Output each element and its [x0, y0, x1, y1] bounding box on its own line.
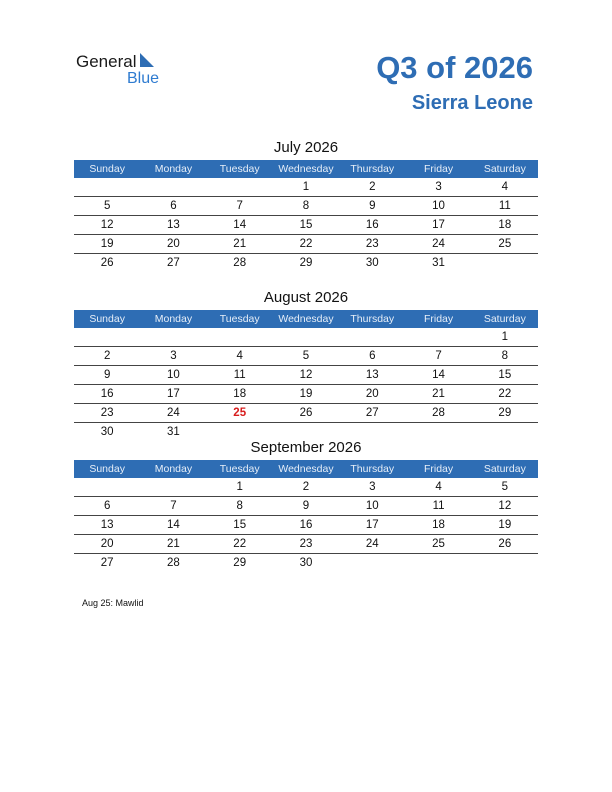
day-cell: 24 — [365, 538, 379, 550]
weekday-label: Thursday — [350, 313, 395, 325]
month-calendar — [74, 288, 538, 441]
day-cell: 8 — [236, 500, 243, 512]
day-cell: 3 — [170, 350, 177, 362]
day-cell: 14 — [167, 519, 180, 531]
logo-triangle-icon — [140, 53, 154, 67]
day-cell: 13 — [100, 519, 114, 531]
week-row — [74, 366, 538, 385]
holiday-note: Aug 25: Mawlid — [82, 598, 144, 608]
day-cell: 28 — [432, 407, 445, 419]
day-cell — [207, 178, 273, 196]
day-cell: 3 — [369, 481, 376, 493]
day-cell: 21 — [167, 538, 180, 550]
day-cell: 13 — [365, 369, 379, 381]
day-cell — [339, 554, 405, 572]
day-cell: 4 — [501, 181, 509, 193]
day-cell: 9 — [369, 200, 376, 212]
day-cell — [140, 178, 206, 196]
day-cell: 15 — [299, 219, 313, 231]
day-cell: 26 — [299, 407, 313, 419]
day-cell: 1 — [501, 331, 509, 343]
weekday-label: Tuesday — [219, 463, 260, 475]
day-cell: 14 — [432, 369, 445, 381]
day-cell: 21 — [233, 238, 247, 250]
day-cell: 31 — [167, 426, 180, 438]
month-calendar — [74, 438, 538, 572]
day-cell: 28 — [167, 557, 180, 569]
day-cell: 29 — [233, 557, 247, 569]
day-cell: 18 — [432, 519, 445, 531]
weekday-header — [74, 460, 538, 478]
day-cell: 20 — [365, 388, 379, 400]
weekday-label: Wednesday — [278, 163, 334, 175]
day-cell: 11 — [432, 500, 445, 512]
week-row — [74, 385, 538, 404]
weekday-label: Monday — [154, 313, 193, 325]
day-cell — [74, 478, 140, 496]
week-row — [74, 216, 538, 235]
day-cell — [472, 254, 538, 272]
day-cell: 26 — [498, 538, 512, 550]
day-cell: 8 — [302, 200, 310, 212]
weekday-label: Saturday — [483, 163, 526, 175]
day-cell: 30 — [365, 257, 379, 269]
day-cell: 15 — [498, 369, 512, 381]
day-cell: 5 — [302, 350, 310, 362]
week-row — [74, 254, 538, 272]
day-cell — [405, 554, 471, 572]
month-calendar — [74, 138, 538, 272]
day-cell: 20 — [167, 238, 180, 250]
day-cell: 19 — [299, 388, 313, 400]
day-cell: 29 — [498, 407, 512, 419]
day-cell: 23 — [100, 407, 114, 419]
day-cell: 31 — [432, 257, 445, 269]
day-cell: 6 — [170, 200, 177, 212]
day-cell: 13 — [167, 219, 180, 231]
weekday-label: Sunday — [89, 163, 125, 175]
weekday-label: Wednesday — [278, 313, 334, 325]
week-row — [74, 497, 538, 516]
country-name: Sierra Leone — [411, 92, 533, 114]
day-cell: 22 — [233, 538, 247, 550]
month-title: August 2026 — [263, 289, 349, 306]
day-cell: 24 — [167, 407, 180, 419]
general-blue-logo — [76, 52, 160, 87]
day-cell: 3 — [435, 181, 442, 193]
day-cell — [472, 554, 538, 572]
day-cell: 15 — [233, 519, 247, 531]
weekday-label: Wednesday — [278, 463, 334, 475]
day-cell: 5 — [501, 481, 509, 493]
day-cell: 21 — [432, 388, 445, 400]
logo-general-text: General — [76, 52, 137, 71]
week-row — [74, 178, 538, 197]
day-cell: 11 — [498, 200, 511, 212]
day-cell: 26 — [100, 257, 114, 269]
day-cell: 12 — [100, 219, 114, 231]
weekday-label: Monday — [154, 463, 193, 475]
day-cell: 25 — [498, 238, 512, 250]
day-cell: 6 — [369, 350, 376, 362]
day-cell: 25 — [432, 538, 445, 550]
day-cell: 30 — [100, 426, 114, 438]
day-cell — [140, 328, 206, 346]
weekday-label: Thursday — [350, 163, 395, 175]
day-cell: 10 — [432, 200, 445, 212]
day-cell: 29 — [299, 257, 313, 269]
page-title: Q3 of 2026 — [376, 50, 533, 85]
weekday-label: Saturday — [483, 313, 526, 325]
weekday-label: Saturday — [483, 463, 526, 475]
day-cell: 1 — [302, 181, 310, 193]
day-cell — [140, 478, 206, 496]
day-cell — [339, 328, 405, 346]
week-row — [74, 197, 538, 216]
weekday-label: Thursday — [350, 463, 395, 475]
logo-blue-text: Blue — [127, 70, 160, 87]
week-row — [74, 516, 538, 535]
day-cell: 4 — [435, 481, 442, 493]
day-cell: 24 — [432, 238, 445, 250]
day-cell: 2 — [369, 181, 376, 193]
weekday-label: Sunday — [89, 463, 125, 475]
day-cell — [405, 328, 471, 346]
day-cell: 1 — [236, 481, 243, 493]
day-cell — [273, 328, 339, 346]
day-cell: 22 — [299, 238, 313, 250]
day-cell — [74, 328, 140, 346]
day-cell: 17 — [365, 519, 379, 531]
day-cell: 6 — [103, 500, 111, 512]
day-cell: 5 — [103, 200, 111, 212]
day-cell: 17 — [432, 219, 445, 231]
day-cell: 23 — [299, 538, 313, 550]
day-cell: 17 — [167, 388, 180, 400]
day-cell: 18 — [498, 219, 512, 231]
day-cell: 22 — [498, 388, 512, 400]
day-cell: 18 — [233, 388, 247, 400]
day-cell: 12 — [299, 369, 313, 381]
day-cell: 10 — [365, 500, 379, 512]
week-row — [74, 535, 538, 554]
day-cell: 27 — [100, 557, 114, 569]
weekday-label: Monday — [154, 163, 193, 175]
weekday-label: Friday — [423, 313, 454, 325]
day-cell: 28 — [233, 257, 247, 269]
day-cell: 4 — [236, 350, 243, 362]
day-cell: 27 — [167, 257, 180, 269]
day-cell — [207, 328, 273, 346]
day-cell: 30 — [299, 557, 313, 569]
weekday-label: Friday — [423, 163, 454, 175]
week-row — [74, 404, 538, 423]
day-cell: 23 — [365, 238, 379, 250]
week-row — [74, 235, 538, 254]
day-cell: 10 — [167, 369, 180, 381]
day-cell: 27 — [365, 407, 379, 419]
day-cell: 25 — [233, 407, 247, 419]
day-cell: 2 — [302, 481, 310, 493]
month-title: September 2026 — [250, 439, 362, 456]
weekday-label: Sunday — [89, 313, 125, 325]
month-title: July 2026 — [273, 139, 339, 156]
day-cell: 11 — [233, 369, 246, 381]
weekday-label: Friday — [423, 463, 454, 475]
day-cell: 9 — [103, 369, 111, 381]
day-cell: 19 — [498, 519, 512, 531]
day-cell: 20 — [100, 538, 114, 550]
day-cell: 9 — [302, 500, 310, 512]
weekday-header — [74, 160, 538, 178]
day-cell: 8 — [501, 350, 509, 362]
week-row — [74, 347, 538, 366]
day-cell: 16 — [100, 388, 114, 400]
day-cell: 14 — [233, 219, 247, 231]
weekday-label: Tuesday — [219, 163, 260, 175]
weekday-label: Tuesday — [219, 313, 260, 325]
week-row — [74, 478, 538, 497]
week-row — [74, 328, 538, 347]
day-cell: 12 — [498, 500, 512, 512]
day-cell: 16 — [299, 519, 313, 531]
day-cell: 7 — [236, 200, 243, 212]
day-cell: 7 — [435, 350, 442, 362]
week-row — [74, 554, 538, 572]
day-cell: 7 — [170, 500, 177, 512]
weekday-header — [74, 310, 538, 328]
day-cell — [74, 178, 140, 196]
day-cell: 2 — [103, 350, 111, 362]
day-cell: 19 — [100, 238, 114, 250]
day-cell: 16 — [365, 219, 379, 231]
